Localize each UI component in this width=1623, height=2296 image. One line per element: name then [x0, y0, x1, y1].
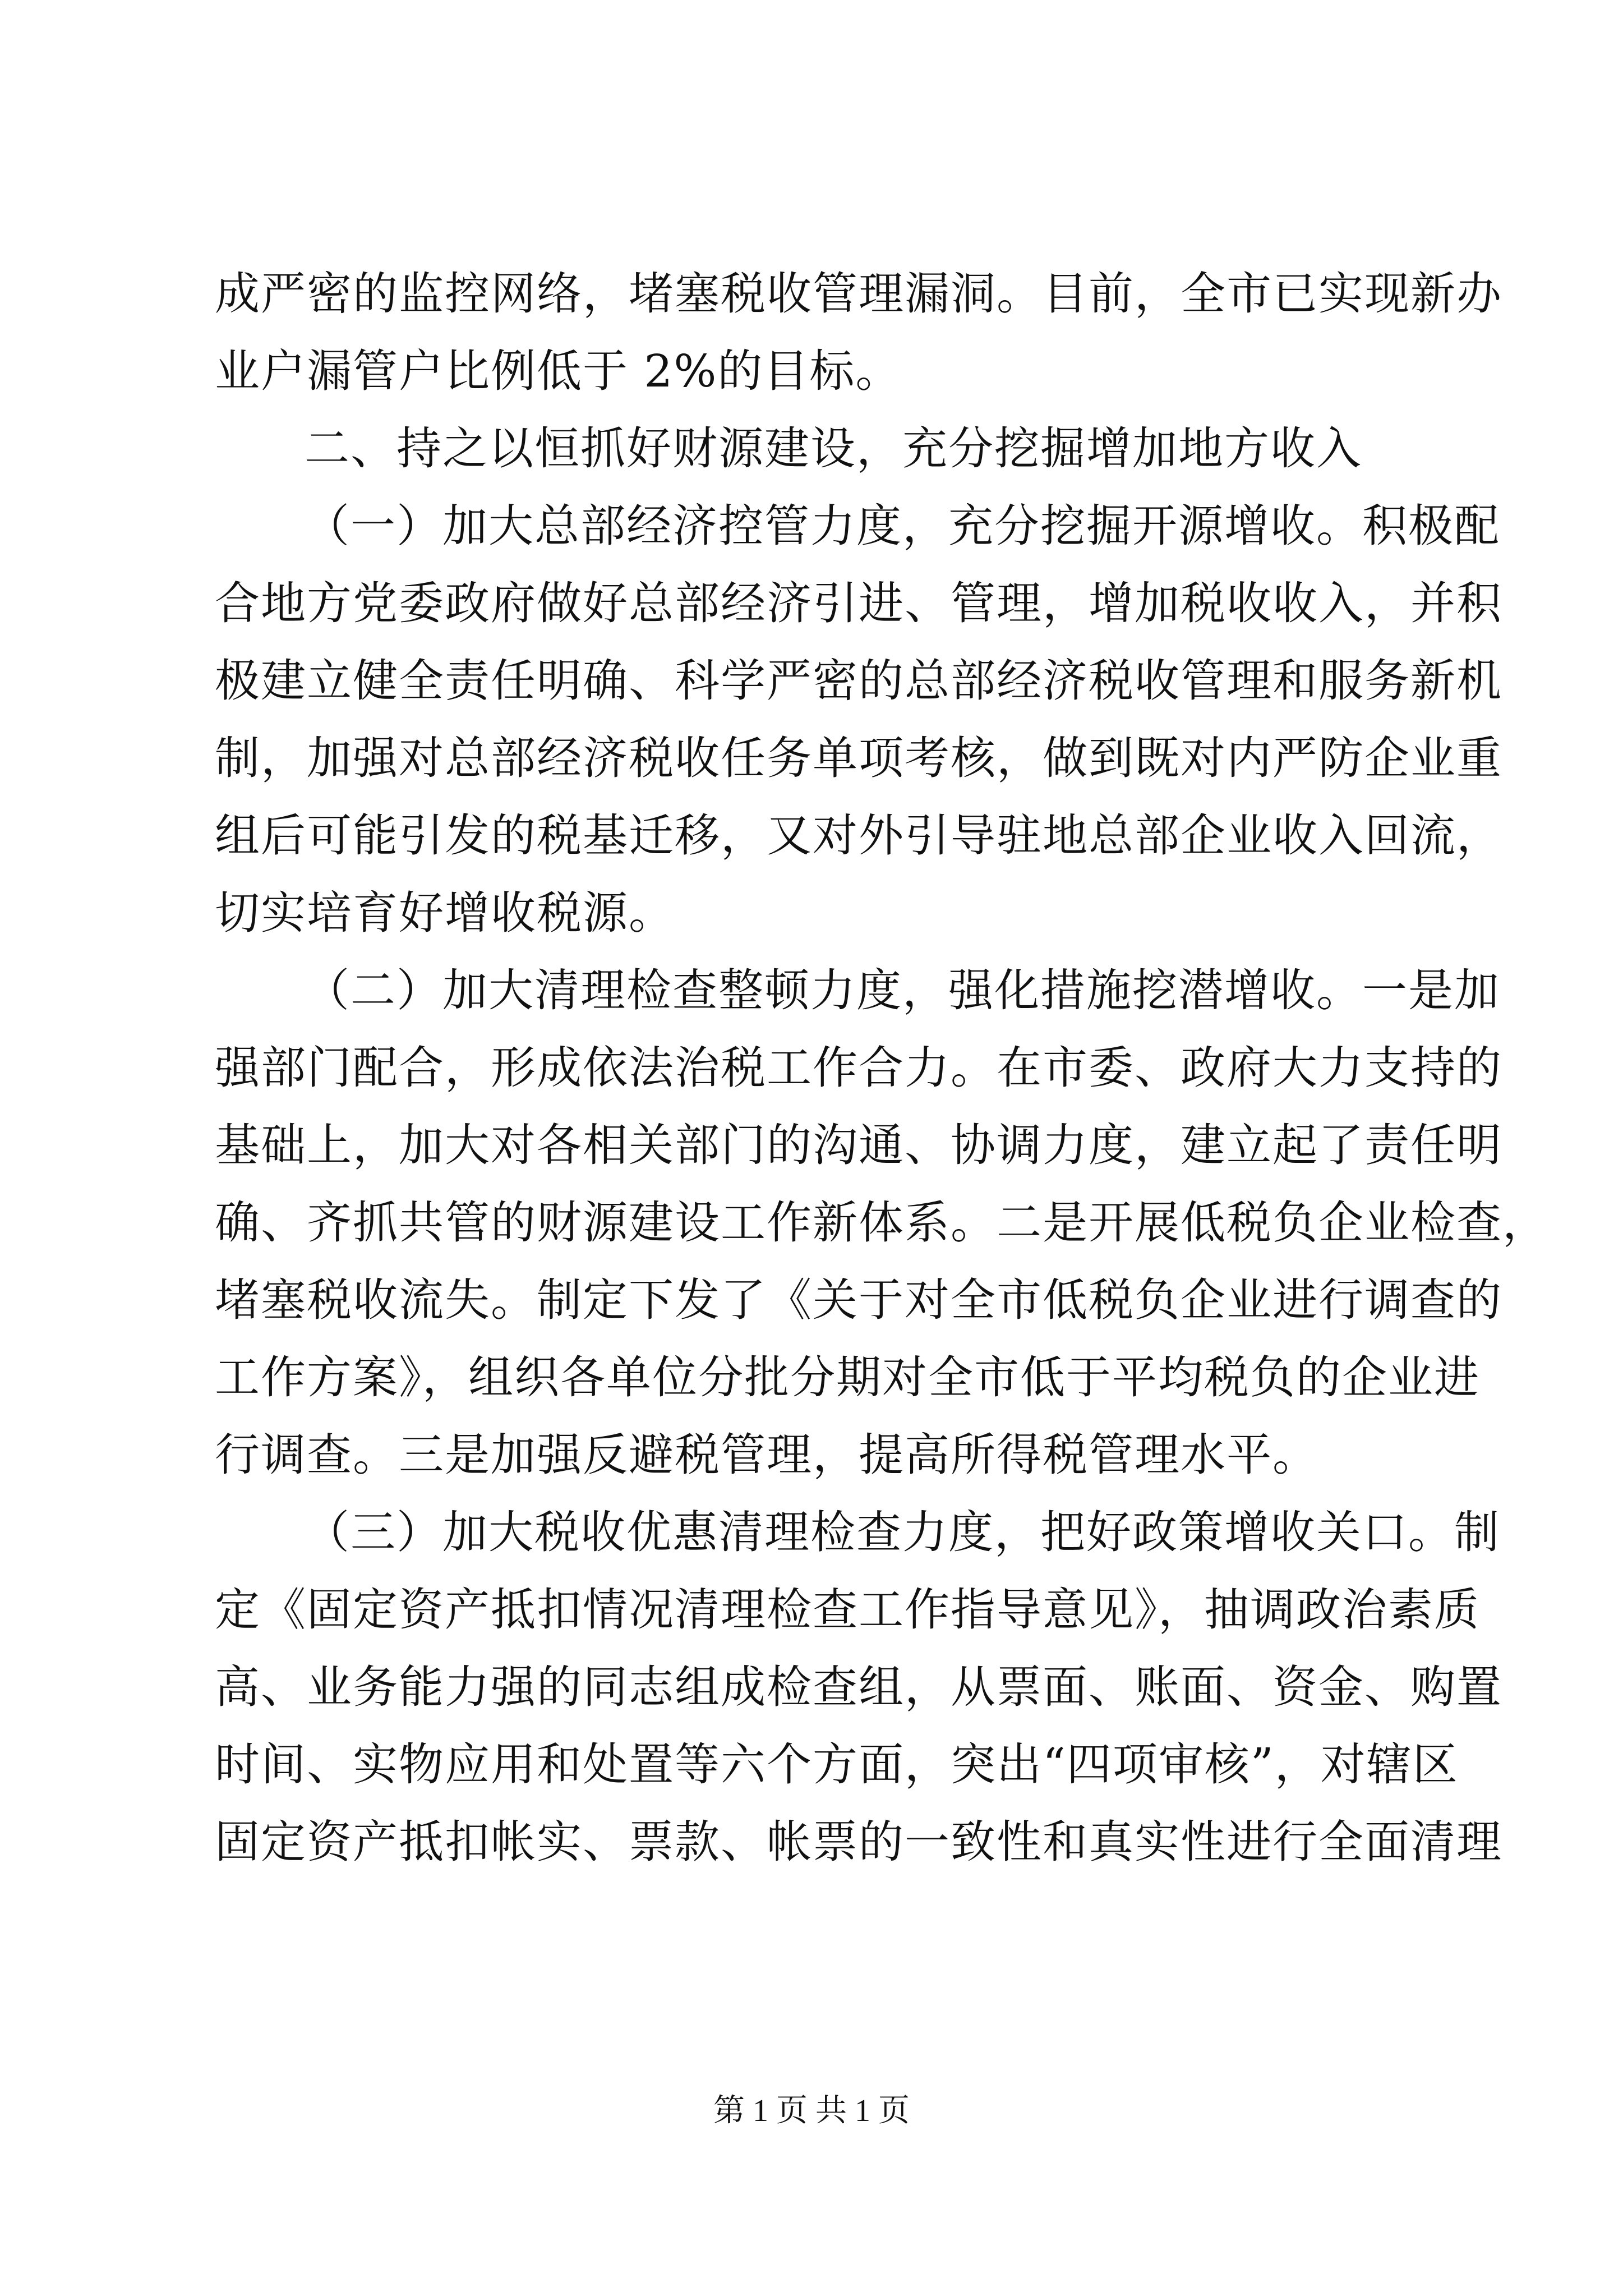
text-line: 业户漏管户比例低于 2%的目标。 [215, 345, 902, 397]
text-line: 成严密的监控网络，堵塞税收管理漏洞。目前，全市已实现新办 [215, 268, 1502, 320]
text-line: 高、业务能力强的同志组成检查组，从票面、账面、资金、购置 [215, 1661, 1502, 1713]
text-line: 基础上，加大对各相关部门的沟通、协调力度，建立起了责任明 [215, 1119, 1502, 1171]
text-line: 工作方案》，组织各单位分批分期对全市低于平均税负的企业进 [215, 1351, 1480, 1404]
section-heading: 二、持之以恒抓好财源建设，充分挖掘增加地方收入 [305, 422, 1362, 475]
text-line: 堵塞税收流失。制定下发了《关于对全市低税负企业进行调查的 [215, 1274, 1502, 1326]
page-footer: 第 1 页 共 1 页 [713, 2093, 910, 2128]
text-line: 时间、实物应用和处置等六个方面，突出“四项审核”，对辖区 [215, 1738, 1459, 1791]
text-line: 定《固定资产抵扣情况清理检查工作指导意见》，抽调政治素质 [215, 1584, 1480, 1636]
text-line: 强部门配合，形成依法治税工作合力。在市委、政府大力支持的 [215, 1042, 1502, 1094]
text-line: 固定资产抵扣帐实、票款、帐票的一致性和真实性进行全面清理 [215, 1816, 1502, 1868]
text-line: 行调查。三是加强反避税管理，提高所得税管理水平。 [215, 1429, 1318, 1481]
paragraph-first-line: （二）加大清理检查整顿力度，强化措施挖潜增收。一是加 [305, 964, 1500, 1016]
text-line: 组后可能引发的税基迁移，又对外引导驻地总部企业收入回流， [215, 809, 1502, 862]
text-line: 合地方党委政府做好总部经济引进、管理，增加税收收入，并积 [215, 577, 1502, 629]
text-line: 确、齐抓共管的财源建设工作新体系。二是开展低税负企业检查， [215, 1197, 1548, 1249]
paragraph-first-line: （三）加大税收优惠清理检查力度，把好政策增收关口。制 [305, 1506, 1500, 1558]
paragraph-first-line: （一）加大总部经济控管力度，充分挖掘开源增收。积极配 [305, 500, 1500, 552]
text-line: 切实培育好增收税源。 [215, 887, 675, 939]
text-line: 制，加强对总部经济税收任务单项考核，做到既对内严防企业重 [215, 732, 1502, 784]
text-line: 极建立健全责任明确、科学严密的总部经济税收管理和服务新机 [215, 655, 1502, 707]
document-body [215, 255, 1548, 1881]
